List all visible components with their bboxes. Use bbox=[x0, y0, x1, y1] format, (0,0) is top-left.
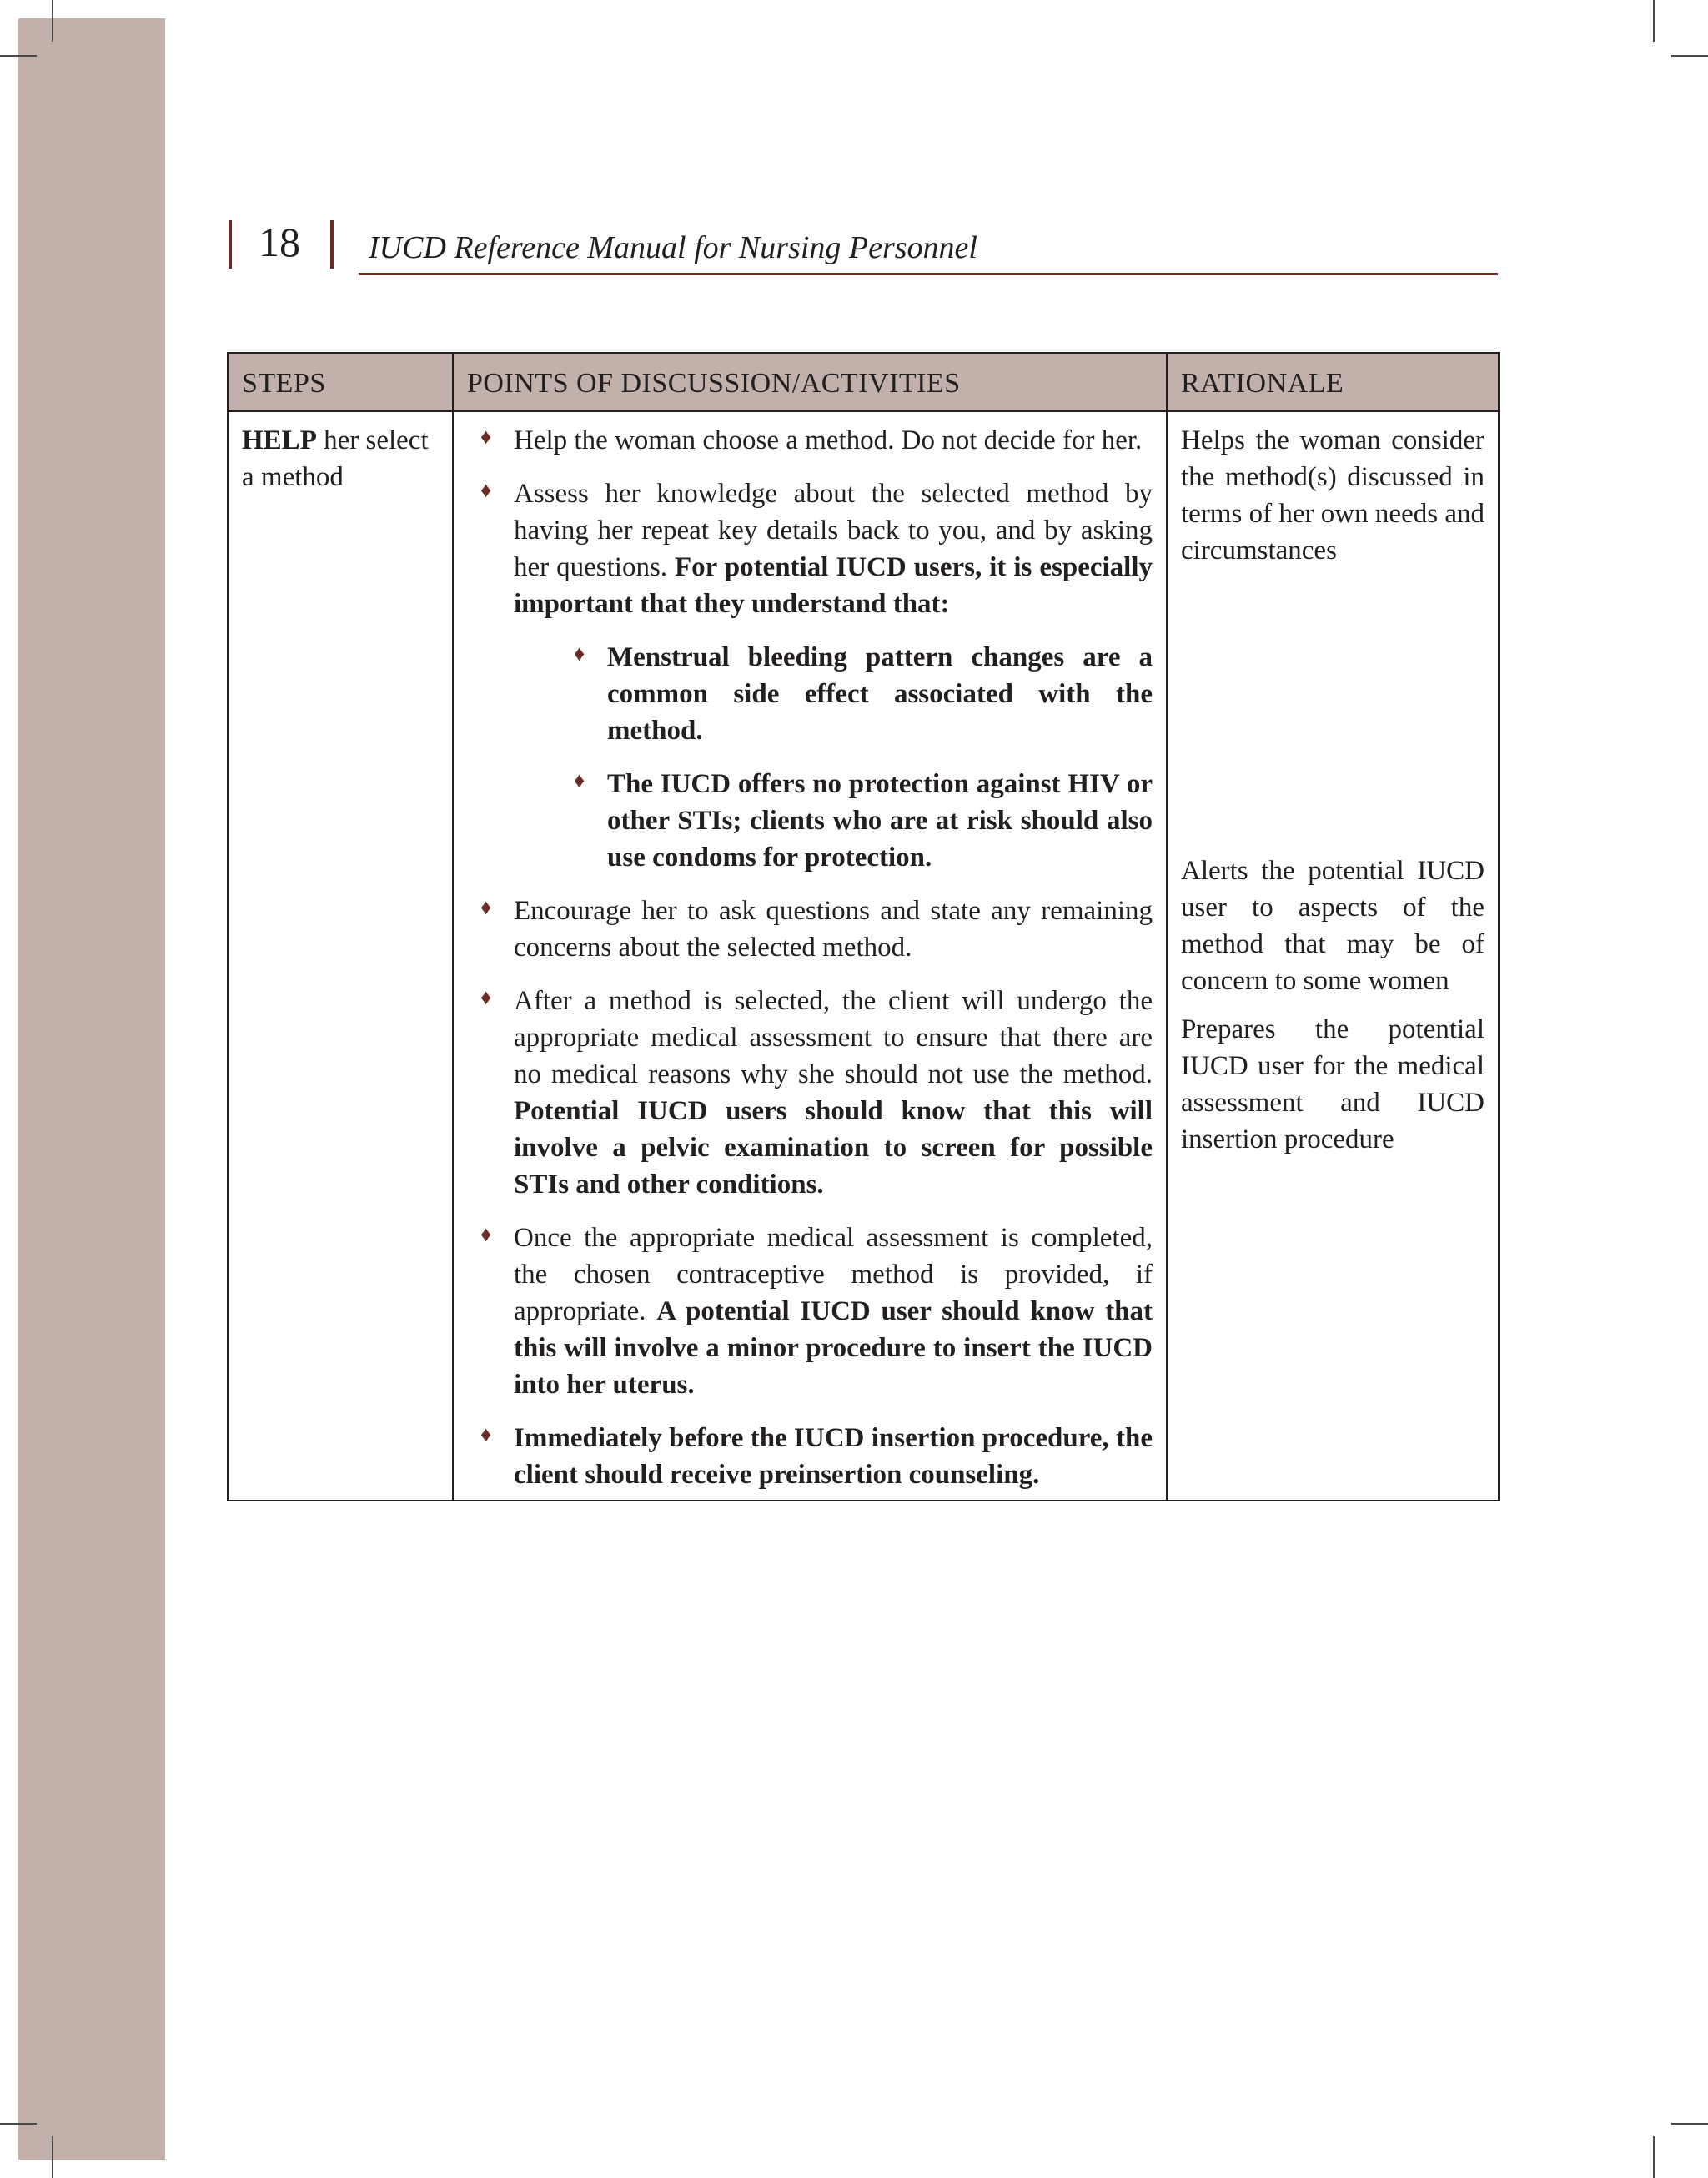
crop-mark-bottom-right-h bbox=[1671, 2123, 1708, 2125]
header-bar-left bbox=[229, 220, 232, 269]
diamond-bullet-icon: ♦ bbox=[480, 425, 492, 449]
diamond-bullet-icon: ♦ bbox=[480, 895, 492, 919]
sub-point-text: The IUCD offers no protection against HIV or other STIs; clients who are at risk should also use condoms for protection. bbox=[607, 769, 1153, 873]
list-item bbox=[514, 766, 1153, 876]
crop-mark-bottom-right bbox=[1653, 2136, 1655, 2178]
crop-mark-top-right bbox=[1653, 0, 1655, 42]
table-row bbox=[228, 411, 1499, 1501]
points-list bbox=[467, 422, 1153, 1493]
steps-table bbox=[227, 352, 1500, 1501]
rationale-text-2: Alerts the potential IUCD user to aspects of the method that may be of concern to some women bbox=[1181, 856, 1484, 996]
points-cell bbox=[453, 411, 1167, 1501]
step-text: her select a method bbox=[242, 425, 429, 492]
diamond-bullet-icon: ♦ bbox=[480, 1422, 492, 1446]
list-item bbox=[467, 1420, 1153, 1493]
column-header-steps: STEPS bbox=[228, 353, 453, 411]
page-number: 18 bbox=[259, 219, 300, 265]
point-text-bold: Potential IUCD users should know that this will involve a pelvic examination to screen for possible STIs and other conditions. bbox=[514, 1096, 1153, 1200]
header-bar-right bbox=[330, 220, 334, 269]
point-text: Encourage her to ask questions and state any remaining concerns about the selected method. bbox=[514, 896, 1153, 963]
column-header-rationale: RATIONALE bbox=[1167, 353, 1499, 411]
column-header-points: POINTS OF DISCUSSION/ACTIVITIES bbox=[453, 353, 1167, 411]
running-header bbox=[227, 210, 1498, 277]
header-rule bbox=[359, 273, 1498, 275]
point-text-bold: For potential IUCD users, it is especially important that they understand that: bbox=[514, 552, 1153, 619]
point-text: Once the appropriate medical assessment is completed, the chosen contraceptive method is provided, if appropriate. bbox=[514, 1223, 1153, 1326]
diamond-bullet-icon: ♦ bbox=[480, 478, 492, 502]
step-keyword: HELP bbox=[242, 425, 317, 455]
step-cell bbox=[228, 411, 453, 1501]
table-header-row bbox=[228, 353, 1499, 411]
crop-mark-top-left-h bbox=[0, 55, 37, 57]
rationale-text-3: Prepares the potential IUCD user for the medical assessment and IUCD insertion procedure bbox=[1181, 1014, 1484, 1154]
point-text: Assess her knowledge about the selected method by having her repeat key details back to you, and by asking her questions. bbox=[514, 479, 1153, 582]
list-item bbox=[514, 639, 1153, 749]
list-item bbox=[467, 893, 1153, 966]
point-text: After a method is selected, the client will undergo the appropriate medical assessment to ensure that there are no medical reasons why she should not use the method. bbox=[514, 986, 1153, 1089]
diamond-bullet-icon: ♦ bbox=[574, 641, 585, 666]
rationale-cell bbox=[1167, 411, 1499, 1501]
point-text-bold: A potential IUCD user should know that this will involve a minor procedure to insert the IUCD into her uterus. bbox=[514, 1296, 1153, 1400]
running-title: IUCD Reference Manual for Nursing Personnel bbox=[369, 230, 977, 265]
list-item bbox=[467, 422, 1153, 459]
point-text: Help the woman choose a method. Do not decide for her. bbox=[514, 425, 1143, 455]
rationale-text-1: Helps the woman consider the method(s) discussed in terms of her own needs and circumstances bbox=[1181, 425, 1484, 566]
crop-mark-bottom-left bbox=[52, 2136, 53, 2178]
diamond-bullet-icon: ♦ bbox=[480, 985, 492, 1009]
crop-mark-top-left bbox=[52, 0, 53, 42]
list-item bbox=[467, 983, 1153, 1203]
page-side-band bbox=[18, 18, 165, 2160]
sub-point-text: Menstrual bleeding pattern changes are a common side effect associated with the method. bbox=[607, 642, 1153, 746]
list-item bbox=[467, 1220, 1153, 1403]
diamond-bullet-icon: ♦ bbox=[574, 768, 585, 792]
list-item bbox=[467, 475, 1153, 876]
crop-mark-top-right-h bbox=[1671, 55, 1708, 57]
point-text-bold: Immediately before the IUCD insertion procedure, the client should receive preinsertion counseling. bbox=[514, 1423, 1153, 1490]
diamond-bullet-icon: ♦ bbox=[480, 1222, 492, 1246]
sub-points-list bbox=[514, 639, 1153, 876]
crop-mark-bottom-left-h bbox=[0, 2123, 37, 2125]
